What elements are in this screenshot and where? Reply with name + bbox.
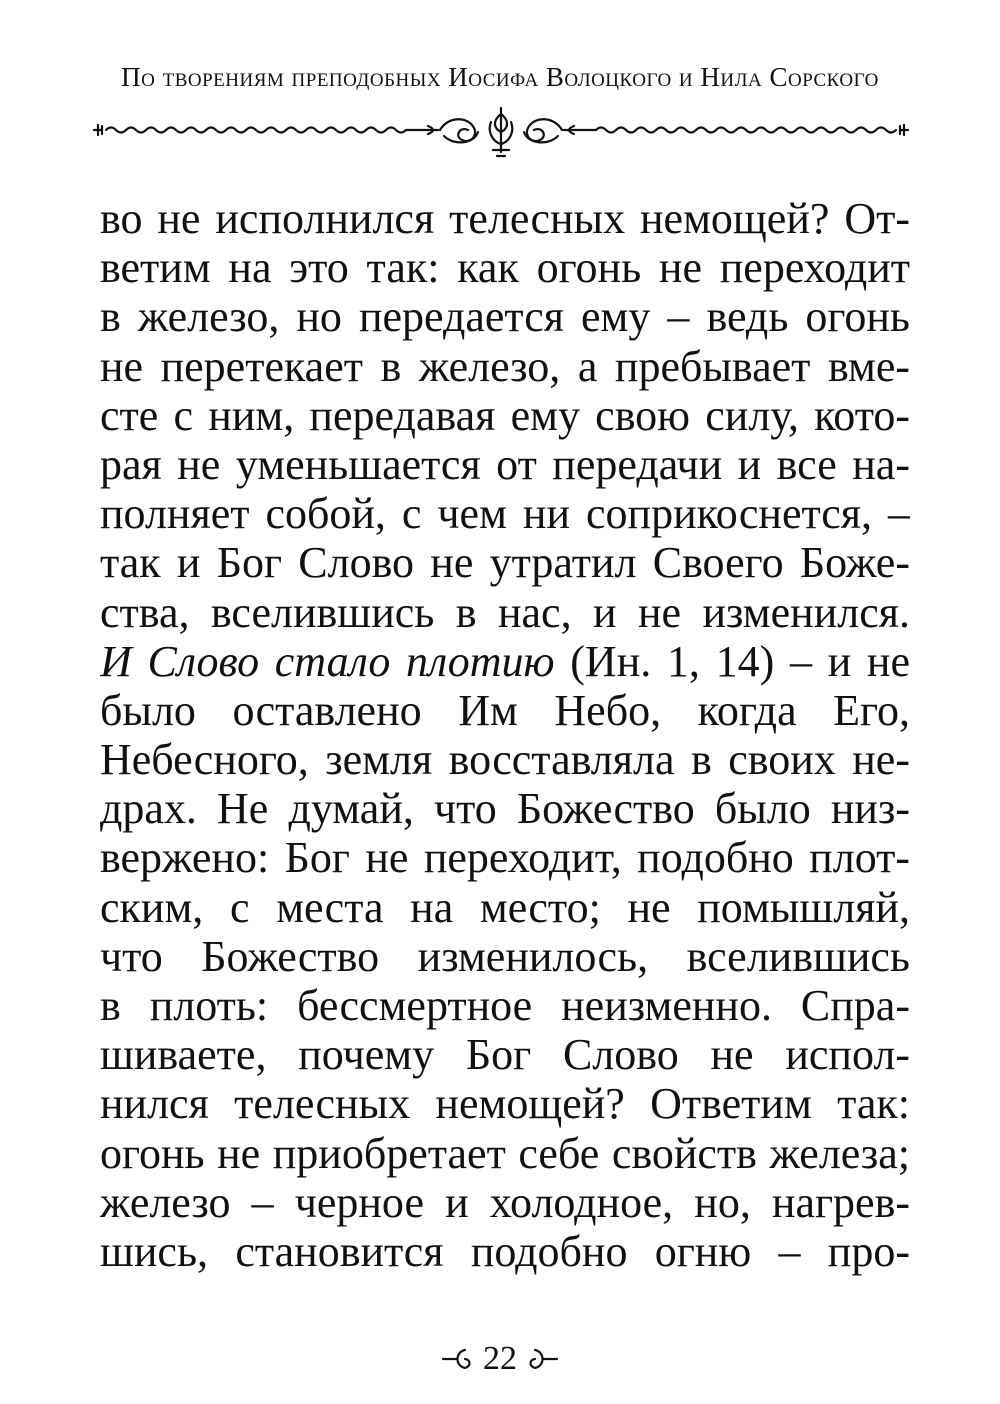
line-text: в плоть: бессмертное неизменно. Спра- (100, 981, 910, 1030)
text-line (100, 538, 910, 587)
line-text: в железо, но передается ему – ведь огонь (100, 292, 910, 342)
line-text: Небесного, земля восставляла в своих не- (100, 735, 910, 785)
text-line (100, 833, 910, 882)
line-text: полняет собой, с чем ни соприкоснется, – (100, 489, 910, 539)
line-text: ским, с места на место; не помышляй, (100, 882, 910, 932)
line-text: было оставлено Им Небо, когда Его, (100, 685, 910, 735)
text-line (100, 1178, 910, 1227)
body-text (100, 194, 910, 1276)
line-text: огонь не приобретает себе свойств железа; (100, 1128, 910, 1178)
text-line (100, 932, 910, 981)
line-text: рая не уменьшается от передачи и все на- (100, 439, 910, 489)
page-number-footer (0, 1338, 1000, 1378)
text-line (100, 883, 910, 932)
line-text: нился телесных немощей? Ответим так: (100, 1079, 910, 1129)
running-header: По творениям преподобных Иосифа Волоцкого и Нила Сорского (121, 62, 879, 92)
line-text: шиваете, почему Бог Слово не испол- (100, 1030, 910, 1080)
page-number: 22 (483, 1340, 517, 1378)
text-line (100, 735, 910, 784)
line-text: ства, вселившись в нас, и не изменился. (100, 587, 910, 637)
text-line (100, 784, 910, 833)
text-line (100, 292, 910, 341)
line-text: шись, становится подобно огню – про- (100, 1226, 910, 1276)
line-text: железо – черное и холодное, но, нагрев- (100, 1177, 910, 1227)
left-scroll-ornament-icon (441, 1346, 479, 1372)
line-text: вержено: Бог не переходит, подобно плот- (100, 833, 910, 883)
text-line (100, 342, 910, 391)
scripture-quote: И Слово стало плотию (100, 636, 555, 686)
text-line (100, 489, 910, 538)
ornamental-divider (88, 100, 914, 164)
text-line (100, 243, 910, 292)
right-scroll-ornament-icon (521, 1346, 559, 1372)
line-text: не перетекает в железо, а пребывает вме- (100, 341, 910, 391)
line-text: ветим на это так: как огонь не переходит (100, 243, 910, 293)
line-text: во не исполнился телесных немощей? От- (100, 194, 910, 243)
text-line (100, 440, 910, 489)
line-text: сте с ним, передавая ему свою силу, кото- (100, 390, 910, 440)
text-line (100, 1079, 910, 1128)
text-line (100, 194, 910, 243)
line-text: так и Бог Слово не утратил Своего Боже- (100, 538, 910, 588)
text-line (100, 1129, 910, 1178)
text-line (100, 1030, 910, 1079)
text-line (100, 981, 910, 1030)
line-text: что Божество изменилось, вселившись (100, 931, 910, 981)
text-line (100, 637, 910, 686)
line-text: драх. Не думай, что Божество было низ- (100, 784, 910, 834)
text-line (100, 391, 910, 440)
text-line (100, 588, 910, 637)
line-text: (Ин. 1, 14) – и не (554, 636, 910, 686)
text-line (100, 1227, 910, 1276)
text-line (100, 686, 910, 735)
